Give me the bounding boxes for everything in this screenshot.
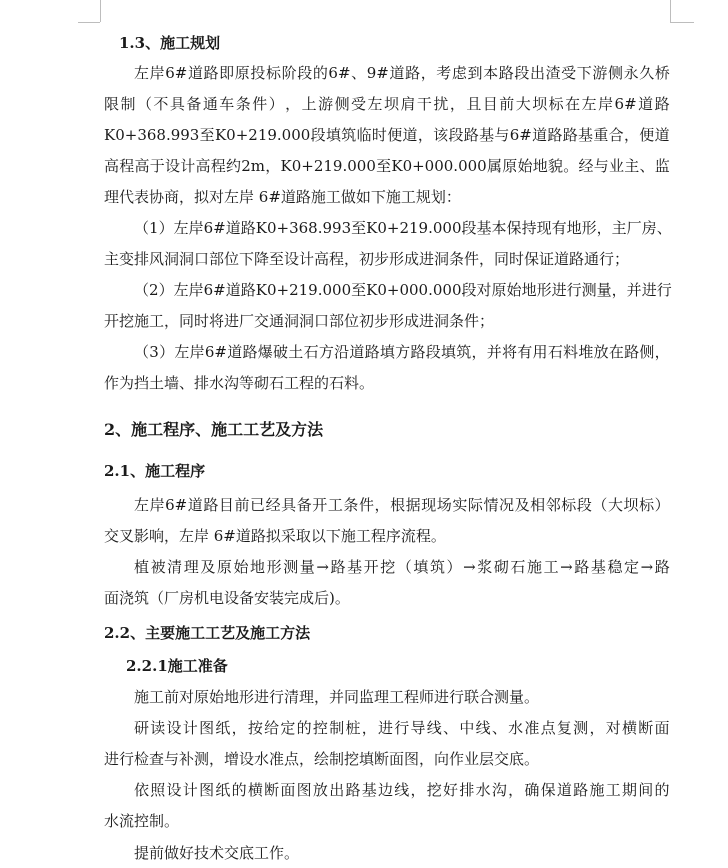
para-line: 水流控制。: [104, 812, 180, 830]
list-item-3-cont: 作为挡土墙、排水沟等砌石工程的石料。: [104, 374, 375, 392]
heading-2-2-1: 2.2.1施工准备: [126, 657, 228, 675]
list-item-1: （ 1 ） 左 岸 6# 道 路 K0+368.993 至 K0+219.000 段 基 本 保 持 现 有 地 形 ， 主 厂 房 、: [134, 219, 672, 237]
crop-mark-top-right-vertical: [670, 0, 671, 22]
para-line: 限 制 （ 不 具 备 通 车 条 件 ） ， 上 游 侧 受 左 坝 肩 干 扰 ， 且 目 前 大 坝 标 在 左 岸 6# 道 路: [104, 95, 670, 113]
para-line: 依 照 设 计 图 纸 的 横 断 面 图 放 出 路 基 边 线 ， 挖 好 排 水 沟 ， 确 保 道 路 施 工 期 间 的: [134, 781, 670, 799]
para-line: 植 被 清 理 及 原 始 地 形 测 量 → 路 基 开 挖 （ 填 筑 ） → 浆 砌 石 施 工 → 路 基 稳 定 → 路: [134, 558, 670, 576]
list-item-2-cont: 开挖施工，同时将进厂交通洞洞口部位初步形成进洞条件；: [104, 312, 495, 330]
para-line: 提前做好技术交底工作。: [134, 844, 300, 862]
para-line: 研 读 设 计 图 纸 ， 按 给 定 的 控 制 桩 ， 进 行 导 线 、 中 线 、 水 准 点 复 测 ， 对 横 断 面: [134, 719, 670, 737]
heading-2-2: 2.2、主要施工工艺及施工方法: [104, 624, 311, 642]
heading-2: 2、施工程序、施工工艺及方法: [104, 420, 324, 439]
para-line: K0+368.993 至 K0+219.000 段 填 筑 临 时 便 道 ， 该 段 路 基 与 6# 道 路 路 基 重 合 ， 便 道: [104, 126, 670, 144]
para-line: 交叉影响，左岸 6#道路拟采取以下施工程序流程。: [104, 527, 446, 545]
para-line: 施工前对原始地形进行清理，并同监理工程师进行联合测量。: [134, 688, 540, 706]
para-line: 进行检查与补测，增设水准点，绘制挖填断面图，向作业层交底。: [104, 750, 540, 768]
list-item-1-cont: 主变排风洞洞口部位下降至设计高程，初步形成进洞条件，同时保证道路通行；: [104, 250, 630, 268]
para-line: 面浇筑（厂房机电设备安装完成后)。: [104, 589, 350, 607]
heading-2-1: 2.1、施工程序: [104, 462, 206, 480]
crop-mark-top-left-horizontal: [78, 22, 100, 23]
crop-mark-top-left-vertical: [100, 0, 101, 22]
list-item-3: （ 3 ） 左 岸 6# 道 路 爆 破 土 石 方 沿 道 路 填 方 路 段 填 筑 ， 并 将 有 用 石 料 堆 放 在 路 侧 ，: [134, 343, 670, 361]
crop-mark-top-right-horizontal: [670, 22, 694, 23]
para-line: 理代表协商，拟对左岸 6#道路施工做如下施工规划：: [104, 188, 461, 206]
para-line: 高 程 高 于 设 计 高 程 约 2m ， K0+219.000 至 K0+000.000 属 原 始 地 貌 。 经 与 业 主 、 监: [104, 157, 670, 175]
para-line: 左 岸 6# 道 路 目 前 已 经 具 备 开 工 条 件 ， 根 据 现 场 实 际 情 况 及 相 邻 标 段 （ 大 坝 标 ）: [134, 496, 670, 514]
list-item-2: （ 2 ） 左 岸 6# 道 路 K0+219.000 至 K0+000.000 段 对 原 始 地 形 进 行 测 量 ， 并 进 行: [134, 281, 672, 299]
para-line: 左 岸 6# 道 路 即 原 投 标 阶 段 的 6# 、 9# 道 路 ， 考 虑 到 本 路 段 出 渣 受 下 游 侧 永 久 桥: [134, 64, 670, 82]
heading-1-3: 1.3、施工规划: [119, 34, 221, 52]
